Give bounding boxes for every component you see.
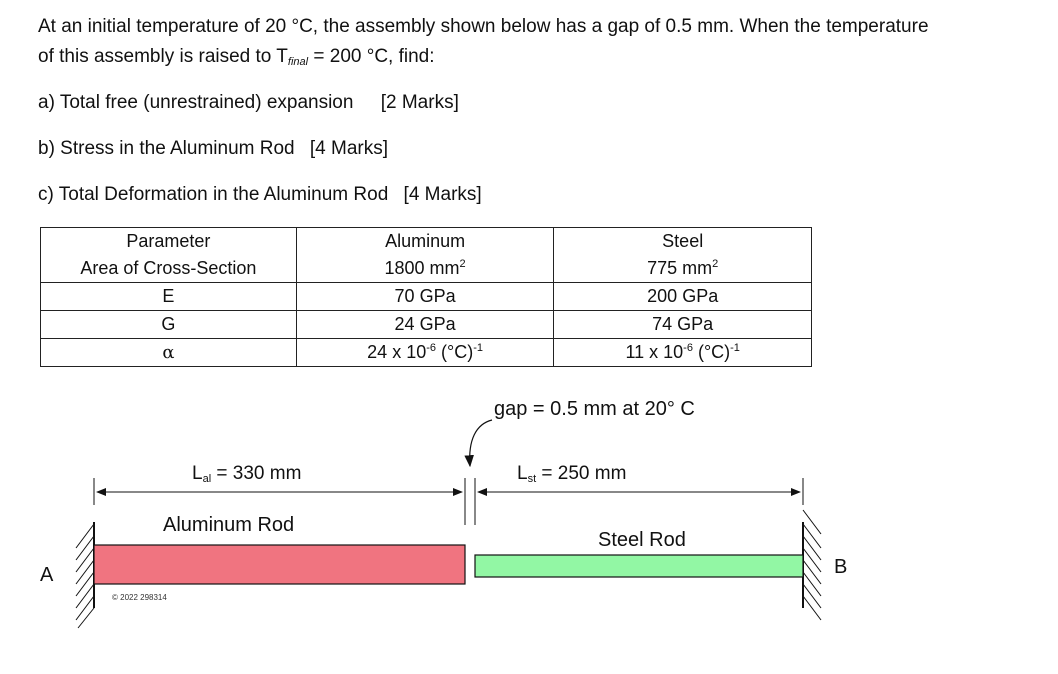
aluminum-value: 24 x $10^{-6}$ $(^\circ C)^{-1}$	[296, 339, 554, 367]
steel-rod-label: Steel Rod	[598, 529, 686, 551]
support-a-label: A	[40, 564, 54, 586]
gap-pointer-arrow	[470, 420, 492, 466]
part-c-marks: [4 Marks]	[403, 184, 482, 205]
param-name: G	[41, 311, 297, 339]
gap-label: gap = 0.5 mm at 20° C	[494, 398, 695, 420]
aluminum-value: 24 GPa	[296, 311, 554, 339]
st-length-label: $L_{st} = 250$ mm	[517, 463, 627, 485]
copyright-watermark: © 2022 298314	[112, 593, 167, 602]
al-length-label: $L_{al} = 330$ mm	[192, 463, 302, 485]
header-parameter: Parameter	[41, 228, 297, 256]
header-aluminum: Aluminum	[296, 228, 554, 256]
support-b-label: B	[834, 556, 848, 578]
left-wall-support	[76, 522, 94, 628]
aluminum-rod-label: Aluminum Rod	[163, 514, 295, 536]
param-name: Area of Cross-Section	[41, 255, 297, 283]
aluminum-rod	[94, 545, 465, 584]
aluminum-value: 70 GPa	[296, 283, 554, 311]
aluminum-value: 1800 $mm^2$	[296, 255, 554, 283]
part-c-text: c) Total Deformation in the Aluminum Rod	[38, 184, 389, 205]
intro-line-2: of this assembly is raised to $T_{final} = 200$ °C, find:	[38, 46, 435, 68]
param-name: α	[41, 339, 297, 367]
steel-rod	[475, 555, 803, 577]
steel-value: 200 GPa	[554, 283, 812, 311]
intro-line-1: At an initial temperature of 20 °C, the assembly shown below has a gap of 0.5 mm. When the temperature	[38, 16, 929, 37]
part-b-marks: [4 Marks]	[309, 138, 389, 159]
steel-value: 775 $mm^2$	[554, 255, 812, 283]
part-b-text: b) Stress in the Aluminum Rod	[38, 138, 295, 159]
steel-value: 11 x $10^{-6}$ $(^\circ C)^{-1}$	[554, 339, 812, 367]
header-steel: Steel	[554, 228, 812, 256]
param-name: E	[41, 283, 297, 311]
part-a-marks: [2 Marks]	[380, 92, 459, 113]
part-a-text: a) Total free (unrestrained) expansion	[38, 92, 354, 113]
steel-value: 74 GPa	[554, 311, 812, 339]
right-wall-support	[803, 510, 821, 620]
